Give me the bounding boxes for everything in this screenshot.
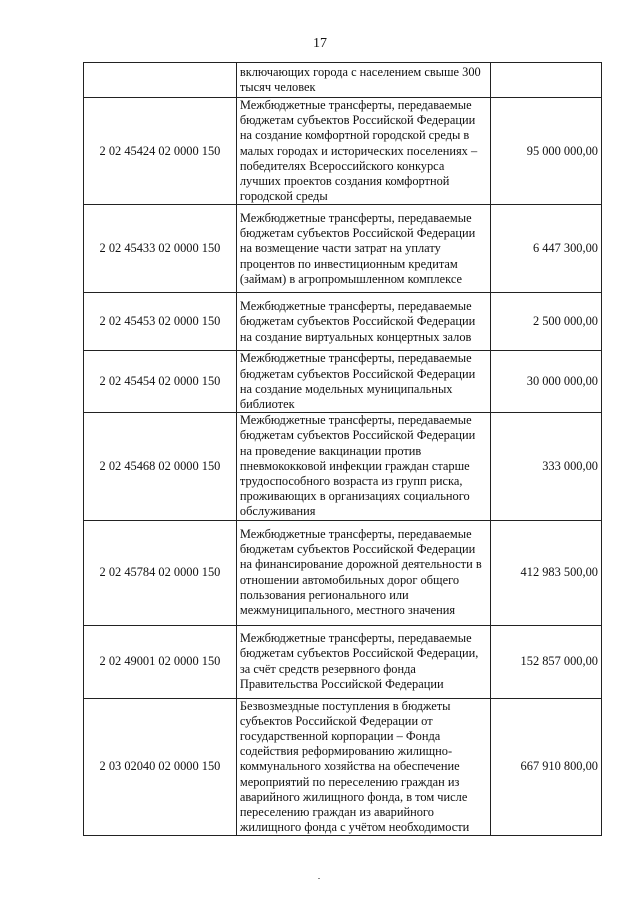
revenue-name-cell: Межбюджетные трансферты, передаваемые бюджетам субъектов Российской Федерации на проведение вакцинации против пневмококковой инфекции граждан старше трудоспособного возраста из групп риска, проживающих в организациях социального обслуживания bbox=[236, 413, 490, 520]
amount-cell: 30 000 000,00 bbox=[491, 351, 602, 413]
budget-code-cell: 2 02 45468 02 0000 150 bbox=[84, 413, 237, 520]
revenue-name-cell: Межбюджетные трансферты, передаваемые бюджетам субъектов Российской Федерации на создание виртуальных концертных залов bbox=[236, 293, 490, 351]
table-row bbox=[84, 63, 602, 98]
budget-code-cell: 2 02 49001 02 0000 150 bbox=[84, 625, 237, 698]
revenue-name-cell: Межбюджетные трансферты, передаваемые бюджетам субъектов Российской Федерации на создание модельных муниципальных библиотек bbox=[236, 351, 490, 413]
revenue-name-cell: Межбюджетные трансферты, передаваемые бюджетам субъектов Российской Федерации на создание комфортной городской среды в малых городах и исторических поселениях – победителях Всероссийского конкурса лучших проектов создания комфортной городской среды bbox=[236, 98, 490, 205]
amount-cell: 333 000,00 bbox=[491, 413, 602, 520]
amount-cell: 667 910 800,00 bbox=[491, 698, 602, 836]
table-row bbox=[84, 698, 602, 836]
revenue-name-cell: включающих города с населением свыше 300 тысяч человек bbox=[236, 63, 490, 98]
budget-code-cell: 2 02 45433 02 0000 150 bbox=[84, 205, 237, 293]
table-row bbox=[84, 293, 602, 351]
page-number: 17 bbox=[313, 36, 327, 51]
revenue-name-cell: Безвозмездные поступления в бюджеты субъектов Российской Федерации от государственной корпорации – Фонда содействия реформированию жилищно-коммунального хозяйства на обеспечение мероприятий по переселению граждан из аварийного жилищного фонда, в том числе переселению граждан из аварийного жилищного фонда с учётом необходимости bbox=[236, 698, 490, 836]
amount-cell: 152 857 000,00 bbox=[491, 625, 602, 698]
amount-cell: 95 000 000,00 bbox=[491, 98, 602, 205]
budget-code-cell bbox=[84, 63, 237, 98]
budget-code-cell: 2 02 45454 02 0000 150 bbox=[84, 351, 237, 413]
table-row bbox=[84, 351, 602, 413]
table-row bbox=[84, 98, 602, 205]
budget-code-cell: 2 02 45453 02 0000 150 bbox=[84, 293, 237, 351]
table-row bbox=[84, 625, 602, 698]
revenue-name-cell: Межбюджетные трансферты, передаваемые бюджетам субъектов Российской Федерации, за счёт средств резервного фонда Правительства Российской Федерации bbox=[236, 625, 490, 698]
scan-speck bbox=[318, 878, 320, 879]
revenue-name-cell: Межбюджетные трансферты, передаваемые бюджетам субъектов Российской Федерации на возмещение части затрат на уплату процентов по инвестиционным кредитам (займам) в агропромышленном комплексе bbox=[236, 205, 490, 293]
budget-code-cell: 2 02 45424 02 0000 150 bbox=[84, 98, 237, 205]
amount-cell: 6 447 300,00 bbox=[491, 205, 602, 293]
table-row bbox=[84, 413, 602, 520]
budget-code-cell: 2 02 45784 02 0000 150 bbox=[84, 520, 237, 625]
table-row bbox=[84, 205, 602, 293]
amount-cell bbox=[491, 63, 602, 98]
amount-cell: 2 500 000,00 bbox=[491, 293, 602, 351]
budget-revenue-table bbox=[83, 62, 602, 836]
amount-cell: 412 983 500,00 bbox=[491, 520, 602, 625]
table-row bbox=[84, 520, 602, 625]
budget-code-cell: 2 03 02040 02 0000 150 bbox=[84, 698, 237, 836]
revenue-name-cell: Межбюджетные трансферты, передаваемые бюджетам субъектов Российской Федерации на финансирование дорожной деятельности в отношении автомобильных дорог общего пользования регионального или межмуниципального, местного значения bbox=[236, 520, 490, 625]
